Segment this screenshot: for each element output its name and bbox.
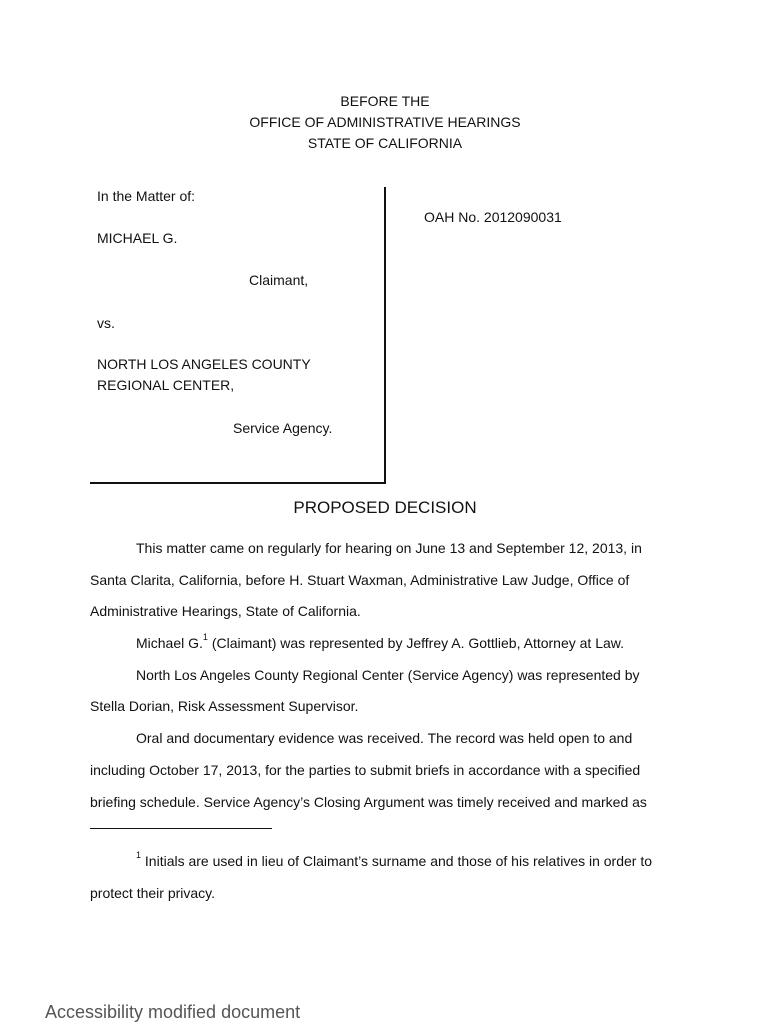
- header-line-1: BEFORE THE: [340, 93, 430, 109]
- paragraph-2: [136, 632, 624, 651]
- footnote-line-1: [136, 850, 653, 869]
- paragraph-2-text: (Claimant) was represented by Jeffrey A. Gottlieb, Attorney at Law.: [207, 635, 624, 651]
- versus-label: vs.: [97, 315, 115, 331]
- paragraph-4-line-3: briefing schedule. Service Agency’s Closing Argument was timely received and marked as: [90, 794, 647, 810]
- claimant-role: Claimant,: [249, 272, 309, 288]
- caption-horizontal-rule: [90, 482, 386, 484]
- header-line-2: OFFICE OF ADMINISTRATIVE HEARINGS: [249, 114, 521, 130]
- agency-name-line-2: REGIONAL CENTER,: [97, 377, 235, 393]
- footnote-text: Initials are used in lieu of Claimant’s surname and those of his relatives in order to: [141, 853, 653, 869]
- agency-name-line-1: NORTH LOS ANGELES COUNTY: [97, 356, 311, 372]
- oah-case-number: OAH No. 2012090031: [424, 209, 562, 225]
- paragraph-1-line-3: Administrative Hearings, State of California.: [90, 603, 361, 619]
- paragraph-4-line-1: Oral and documentary evidence was received. The record was held open to and: [136, 730, 633, 746]
- accessibility-notice: Accessibility modified document: [45, 1002, 301, 1022]
- document-title: PROPOSED DECISION: [293, 498, 477, 517]
- caption-vertical-rule: [384, 187, 386, 484]
- footnote-line-2: protect their privacy.: [90, 885, 216, 901]
- paragraph-4-line-2: including October 17, 2013, for the parties to submit briefs in accordance with a specified: [90, 762, 641, 778]
- agency-role: Service Agency.: [233, 420, 333, 436]
- paragraph-1-line-2: Santa Clarita, California, before H. Stuart Waxman, Administrative Law Judge, Office of: [90, 572, 630, 588]
- header-line-3: STATE OF CALIFORNIA: [307, 135, 463, 151]
- footnote-ref-1[interactable]: 1: [202, 632, 208, 642]
- in-the-matter-label: In the Matter of:: [97, 188, 196, 204]
- paragraph-1-line-1: This matter came on regularly for hearing on June 13 and September 12, 2013, in: [136, 540, 642, 556]
- paragraph-3-line-2: Stella Dorian, Risk Assessment Supervisor.: [90, 698, 359, 714]
- claimant-reference: Michael G.: [136, 635, 203, 651]
- footnote-separator: [90, 828, 272, 829]
- paragraph-3-line-1: North Los Angeles County Regional Center (Service Agency) was represented by: [136, 667, 640, 683]
- footnote-marker: 1: [136, 850, 142, 860]
- claimant-name: MICHAEL G.: [97, 230, 178, 246]
